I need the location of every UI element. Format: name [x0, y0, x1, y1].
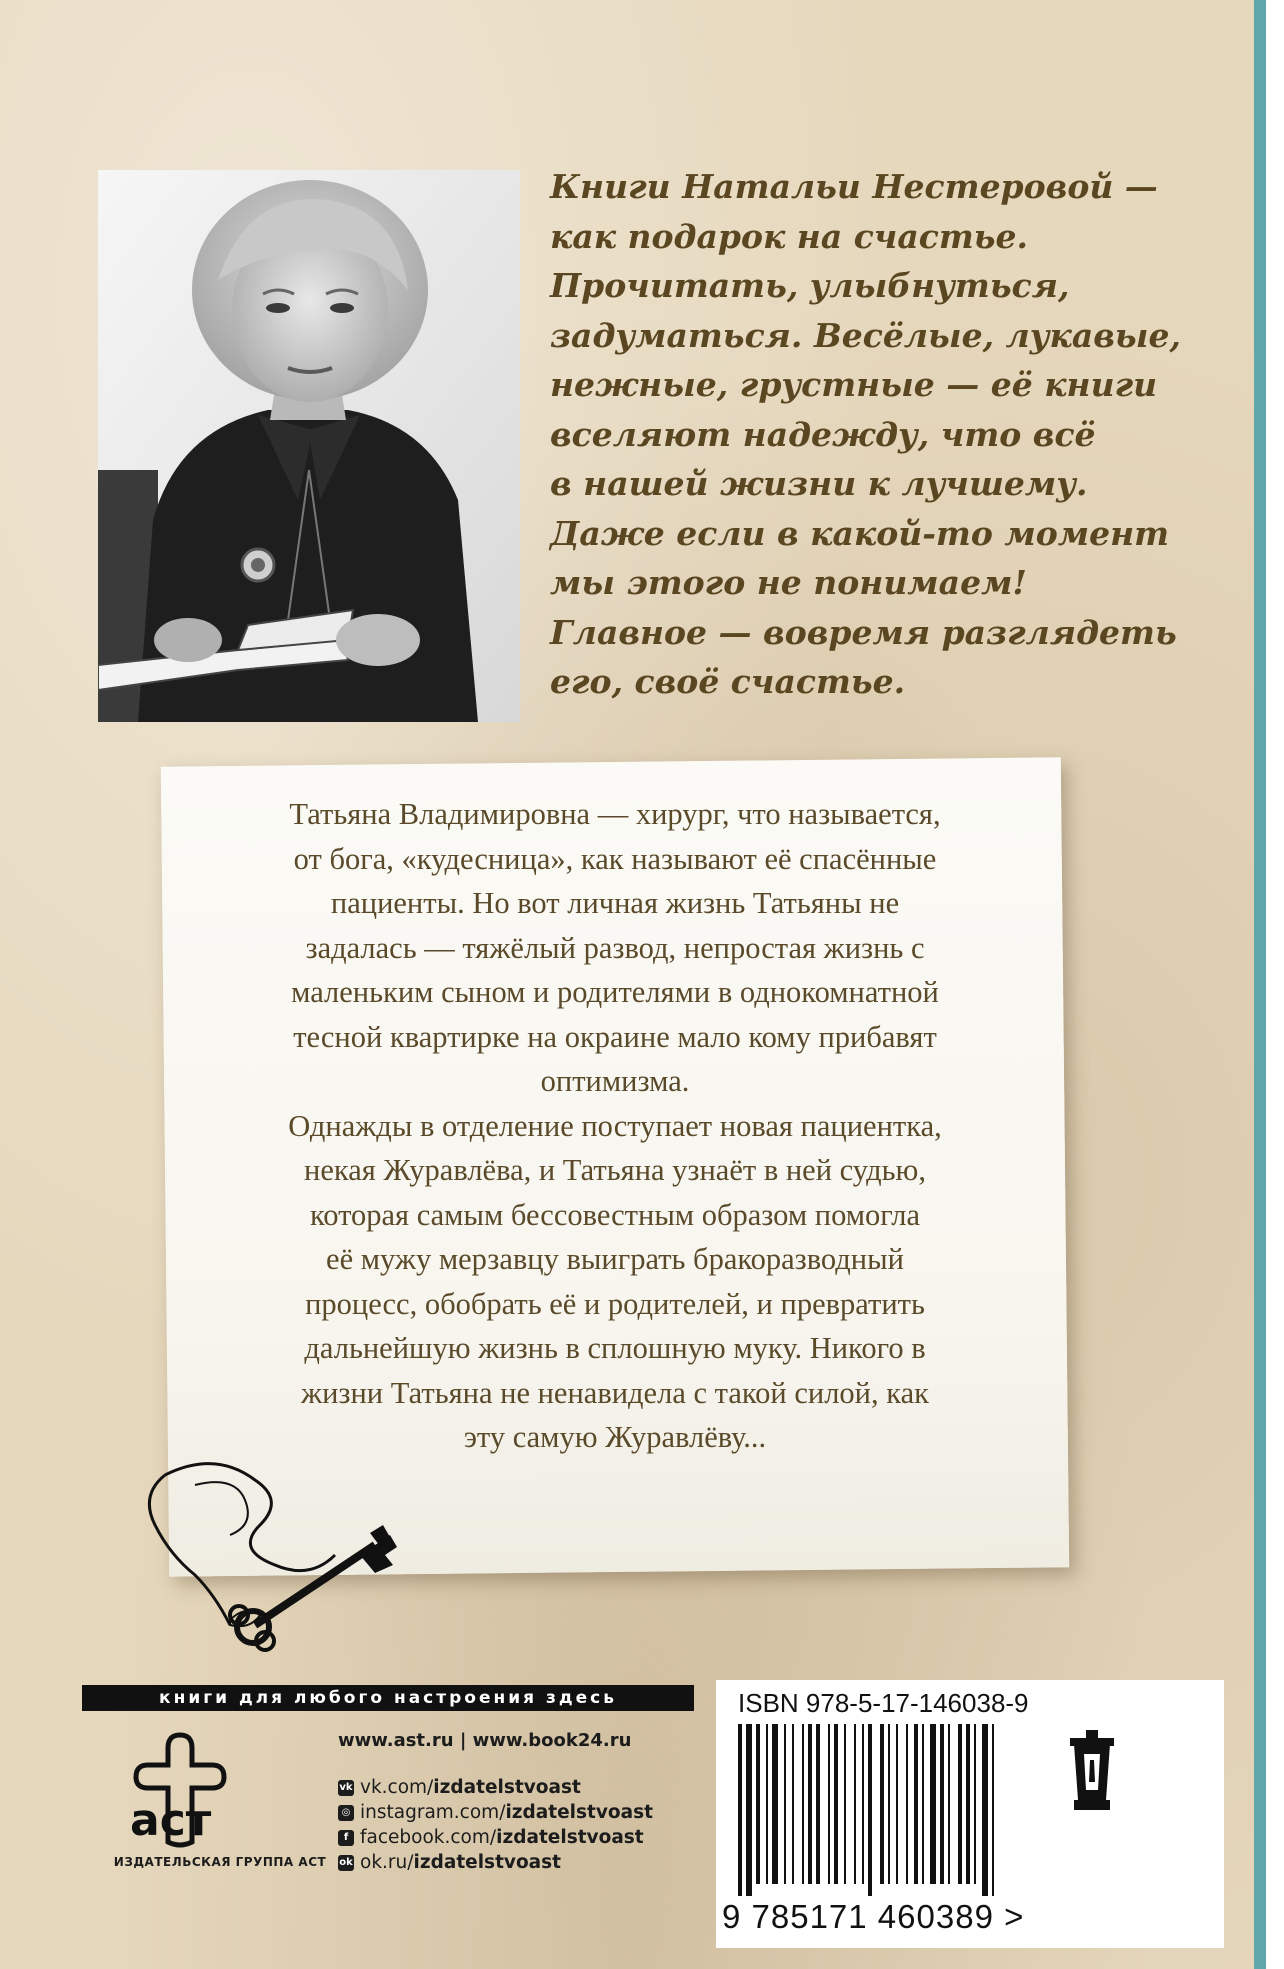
- barcode-bar: [756, 1724, 760, 1884]
- synopsis-line: которая самым бессовестным образом помогла: [309, 1197, 921, 1232]
- instagram-icon: ◎: [338, 1805, 354, 1821]
- lantern-icon: [1068, 1730, 1116, 1812]
- logo-text: аст: [130, 1795, 212, 1846]
- facebook-icon: f: [338, 1830, 354, 1846]
- barcode-bar: [948, 1724, 950, 1884]
- synopsis-line: Татьяна Владимировна — хирург, что называется,: [289, 797, 941, 831]
- websites-link[interactable]: www.ast.ru | www.book24.ru: [338, 1730, 632, 1751]
- barcode-bar: [844, 1724, 846, 1884]
- isbn-block: [716, 1680, 1224, 1948]
- quote-line: нежные, грустные — её книги: [550, 365, 1158, 404]
- ast-logo-icon: [120, 1730, 240, 1850]
- barcode-bar: [784, 1724, 786, 1884]
- social-prefix: vk.com/: [360, 1777, 434, 1798]
- synopsis-line: эту самую Журавлёву...: [463, 1420, 767, 1454]
- barcode-bar: [772, 1724, 778, 1884]
- synopsis-line: процесс, обобрать её и родителей, и превратить: [305, 1286, 925, 1321]
- social-link-instagram[interactable]: [338, 1800, 653, 1825]
- social-link-vk[interactable]: [338, 1775, 653, 1800]
- barcode-bar: [834, 1724, 838, 1884]
- barcode-bar: [906, 1724, 908, 1884]
- barcode-bar: [816, 1724, 820, 1884]
- barcode-bar: [792, 1724, 794, 1884]
- barcode-bar: [854, 1724, 856, 1884]
- barcode-bar: [766, 1724, 768, 1884]
- synopsis-line: задалась — тяжёлый развод, непростая жизнь с: [305, 930, 925, 965]
- publisher-links: [338, 1730, 653, 1875]
- quote-line: в нашей жизни к лучшему.: [550, 464, 1088, 503]
- publisher-caption: ИЗДАТЕЛЬСКАЯ ГРУППА АСТ: [113, 1855, 327, 1869]
- barcode-bar: [746, 1724, 752, 1896]
- social-prefix: ok.ru/: [360, 1852, 414, 1873]
- quote-line: вселяют надежду, что всё: [550, 414, 1096, 454]
- synopsis-line: от бога, «кудесница», как называют её спасённые: [293, 841, 937, 876]
- barcode-bar: [802, 1724, 804, 1884]
- barcode-bar: [808, 1724, 812, 1884]
- book-synopsis: [190, 792, 1040, 1460]
- quote-line: задуматься. Весёлые, лукавые,: [550, 315, 1181, 355]
- synopsis-line: дальнейшую жизнь в сплошную муку. Никого в: [304, 1331, 926, 1365]
- barcode-bar: [862, 1724, 864, 1884]
- quote-line: Даже если в какой-то момент: [550, 513, 1170, 553]
- social-handle: izdatelstvoast: [505, 1802, 653, 1823]
- synopsis-line: маленьким сыном и родителями в однокомнатной: [291, 975, 939, 1009]
- barcode-bar: [896, 1724, 898, 1884]
- barcode-bar: [738, 1724, 742, 1896]
- social-handle: izdatelstvoast: [413, 1852, 562, 1873]
- barcode-bar: [974, 1724, 976, 1884]
- odnoklassniki-icon: ok: [338, 1855, 354, 1871]
- barcode-bar: [982, 1724, 988, 1896]
- quote-line: Прочитать, улыбнуться,: [550, 266, 1070, 305]
- quote-line: Книги Натальи Нестеровой —: [550, 167, 1158, 206]
- social-prefix: facebook.com/: [360, 1827, 497, 1848]
- spine-edge: [1254, 0, 1266, 1969]
- isbn-label: ISBN 978-5-17-146038-9: [738, 1688, 1029, 1718]
- synopsis-line: жизни Татьяна не ненавидела с такой силой, как: [301, 1375, 929, 1410]
- barcode-bar: [992, 1724, 994, 1896]
- synopsis-line: некая Журавлёва, и Татьяна узнаёт в ней судью,: [304, 1153, 926, 1187]
- synopsis-line: оптимизма.: [540, 1064, 690, 1098]
- quote-line: Главное — вовремя разглядеть: [550, 612, 1177, 652]
- barcode-bar: [914, 1724, 918, 1884]
- barcode-bar: [888, 1724, 890, 1884]
- synopsis-line: пациенты. Но вот личная жизнь Татьяны не: [330, 886, 900, 920]
- barcode-bar: [880, 1724, 884, 1884]
- synopsis-line: Однажды в отделение поступает новая пациентка,: [288, 1108, 942, 1143]
- barcode-digits: 9 785171 460389 >: [722, 1898, 1025, 1935]
- tagline-banner: книги для любого настроения здесь: [82, 1685, 694, 1711]
- social-handle: izdatelstvoast: [433, 1777, 581, 1798]
- quote-line: мы этого не понимаем!: [550, 563, 1027, 602]
- barcode-bar: [958, 1724, 962, 1884]
- social-link-facebook[interactable]: [338, 1825, 653, 1850]
- quote-line: как подарок на счастье.: [550, 216, 1029, 256]
- vk-icon: vk: [338, 1780, 354, 1796]
- author-quote: [550, 162, 1220, 707]
- barcode-bar: [940, 1724, 944, 1884]
- author-photo: [98, 170, 520, 722]
- synopsis-line: тесной квартирке на окраине мало кому прибавят: [293, 1019, 937, 1054]
- quote-line: его, своё счастье.: [550, 662, 906, 701]
- synopsis-line: её мужу мерзавцу выиграть бракоразводный: [326, 1242, 904, 1276]
- barcode-bar: [922, 1724, 924, 1884]
- barcode-icon: [734, 1724, 1044, 1896]
- social-handle: izdatelstvoast: [496, 1827, 644, 1848]
- barcode-bar: [828, 1724, 830, 1884]
- barcode-bar: [966, 1724, 970, 1884]
- barcode-bar: [868, 1724, 872, 1896]
- social-link-odnoklassniki[interactable]: [338, 1850, 653, 1875]
- key-icon: [135, 1455, 435, 1655]
- social-prefix: instagram.com/: [360, 1802, 506, 1823]
- barcode-bar: [930, 1724, 936, 1884]
